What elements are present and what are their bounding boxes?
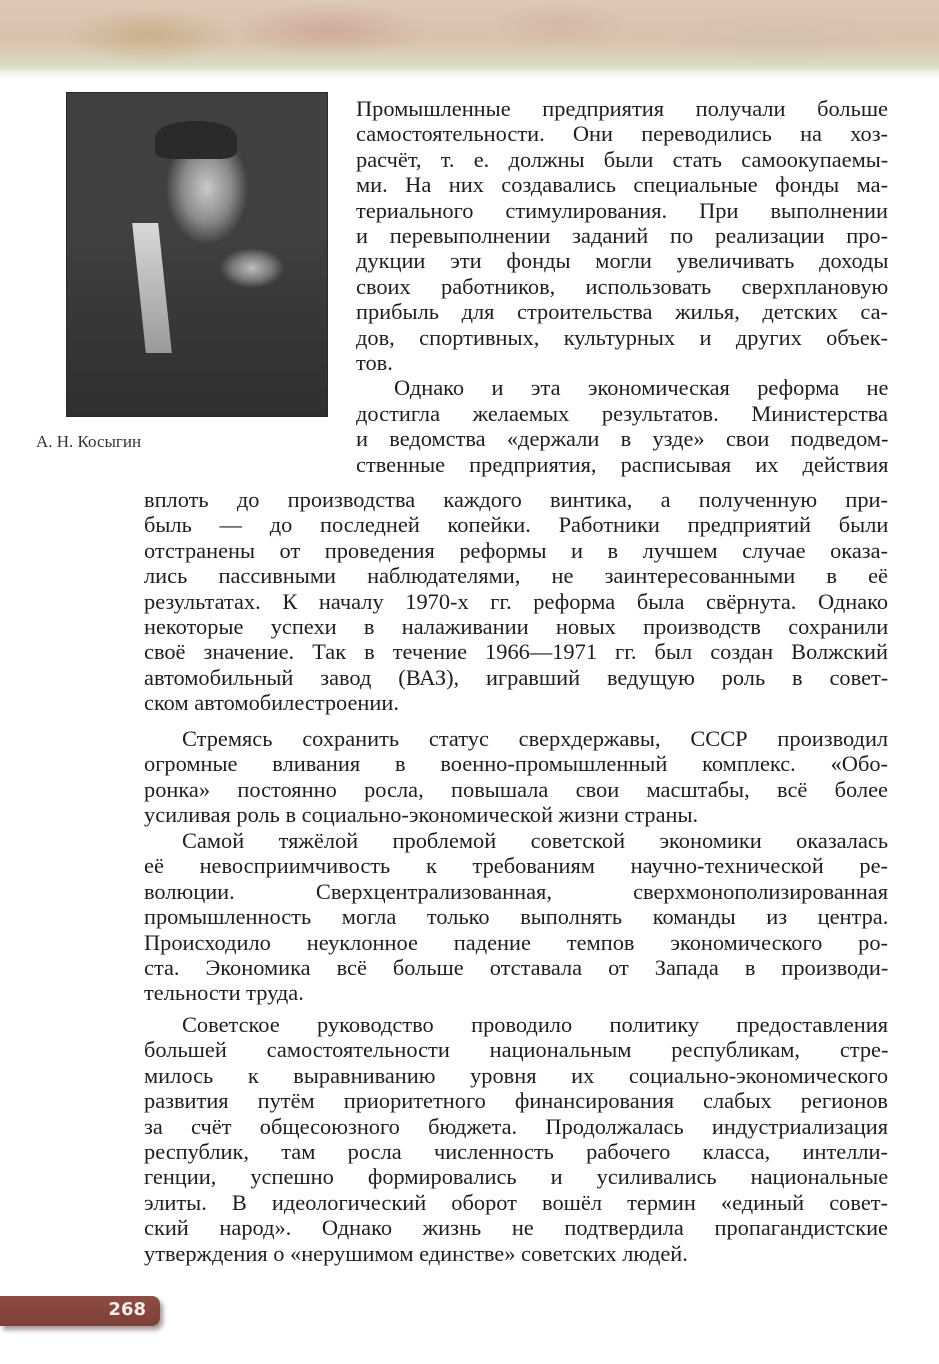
text-line: териального стимулирования. При выполнении [356, 197, 888, 223]
text-line: некоторые успехи в налаживании новых производств сохранили [144, 614, 889, 640]
page-number: 268 [108, 1299, 146, 1320]
text-line: её невосприимчивость к требованиям научно-технической ре- [144, 853, 888, 879]
text-line: автомобильный завод (ВАЗ), игравший ведущую роль в совет- [144, 664, 889, 690]
text-line: достигла желаемых результатов. Министерства [356, 400, 888, 426]
text-line: усиливая роль в социально-экономической жизни страны. [144, 802, 699, 828]
paragraph-2-continued [144, 487, 888, 716]
text-line: промышленность могла только выполнять команды из центра. [144, 904, 889, 930]
text-line: вплоть до производства каждого винтика, а полученную при- [144, 487, 888, 512]
text-line: большей самостоятельности национальным республикам, стре- [144, 1037, 889, 1063]
text-line: огромные вливания в военно-промышленный комплекс. «Обо- [144, 751, 888, 777]
kosygin-portrait-photo [66, 92, 328, 417]
text-line: элиты. В идеологический оборот вошёл термин «единый совет- [144, 1189, 888, 1215]
text-line: дукции эти фонды могли увеличивать доходы [356, 248, 889, 274]
text-line: и перевыполнении заданий по реализации про- [356, 223, 889, 249]
text-line: развития путём приоритетного финансирования слабых регионов [144, 1088, 888, 1114]
text-line: и ведомства «держали в узде» свои подведом- [356, 426, 889, 452]
photo-hair-shape [155, 121, 237, 159]
text-line: ронка» постоянно росла, повышала свои масштабы, всё более [144, 776, 888, 802]
paragraph-4 [144, 828, 888, 1006]
text-line: Однако и эта экономическая реформа не [394, 375, 889, 401]
text-line: самостоятельности. Они переводились на хоз- [356, 121, 888, 147]
paragraph-5 [144, 1012, 888, 1266]
text-line: ский народ». Однако жизнь не подтвердила пропагандистские [144, 1215, 888, 1241]
text-line: Стремясь сохранить статус сверхдержавы, СССР производил [182, 726, 889, 751]
text-line: дов, спортивных, культурных и других объек- [356, 324, 889, 350]
text-line: ском автомобилестроении. [144, 690, 399, 716]
text-line: своё значение. Так в течение 1966—1971 гг. был создан Волжский [144, 639, 888, 665]
decorative-header-banner [0, 0, 939, 80]
text-line: ста. Экономика всё больше отставала от Запада в производи- [144, 955, 889, 981]
text-line: Самой тяжёлой проблемой советской экономики оказалась [182, 828, 889, 853]
text-line: лись пассивными наблюдателями, не заинтересованными в её [144, 563, 888, 589]
text-line: отстранены от проведения реформы и в лучшем случае оказа- [144, 537, 888, 563]
text-line: расчёт, т. е. должны были стать самоокупаемы- [356, 146, 889, 172]
text-line: за счёт общесоюзного бюджета. Продолжалась индустриализация [144, 1113, 888, 1139]
page-number-tab [0, 1296, 160, 1326]
text-line: быль — до последней копейки. Работники предприятий были [144, 512, 889, 538]
photo-shirt-shape [132, 223, 172, 353]
text-line: тельности труда. [144, 980, 304, 1006]
text-line: Происходило неуклонное падение темпов экономического ро- [144, 929, 888, 955]
text-line: ственные предприятия, расписывая их действия [356, 451, 889, 477]
photo-caption: А. Н. Косыгин [36, 432, 142, 451]
text-line: Промышленные предприятия получали больше [356, 96, 888, 121]
text-line: республик, там росла численность рабочего класса, интелли- [144, 1139, 888, 1165]
text-line: утверждения о «нерушимом единстве» советских людей. [144, 1240, 688, 1266]
text-line: ми. На них создавались специальные фонды ма- [356, 172, 889, 198]
text-line: тов. [356, 350, 393, 376]
text-line: генции, успешно формировались и усиливались национальные [144, 1164, 889, 1190]
text-line: прибыль для строительства жилья, детских са- [356, 299, 888, 325]
paragraph-3 [144, 726, 888, 828]
text-line: Советское руководство проводило политику предоставления [182, 1012, 888, 1037]
text-line: милось к выравниванию уровня их социально-экономического [144, 1062, 889, 1088]
text-line: волюции. Сверхцентрализованная, сверхмонополизированная [144, 878, 888, 904]
paragraph-1 [356, 96, 888, 477]
text-line: результатах. К началу 1970-х гг. реформа была свёрнута. Однако [144, 588, 889, 614]
text-line: своих работников, использовать сверхплановую [356, 273, 889, 299]
